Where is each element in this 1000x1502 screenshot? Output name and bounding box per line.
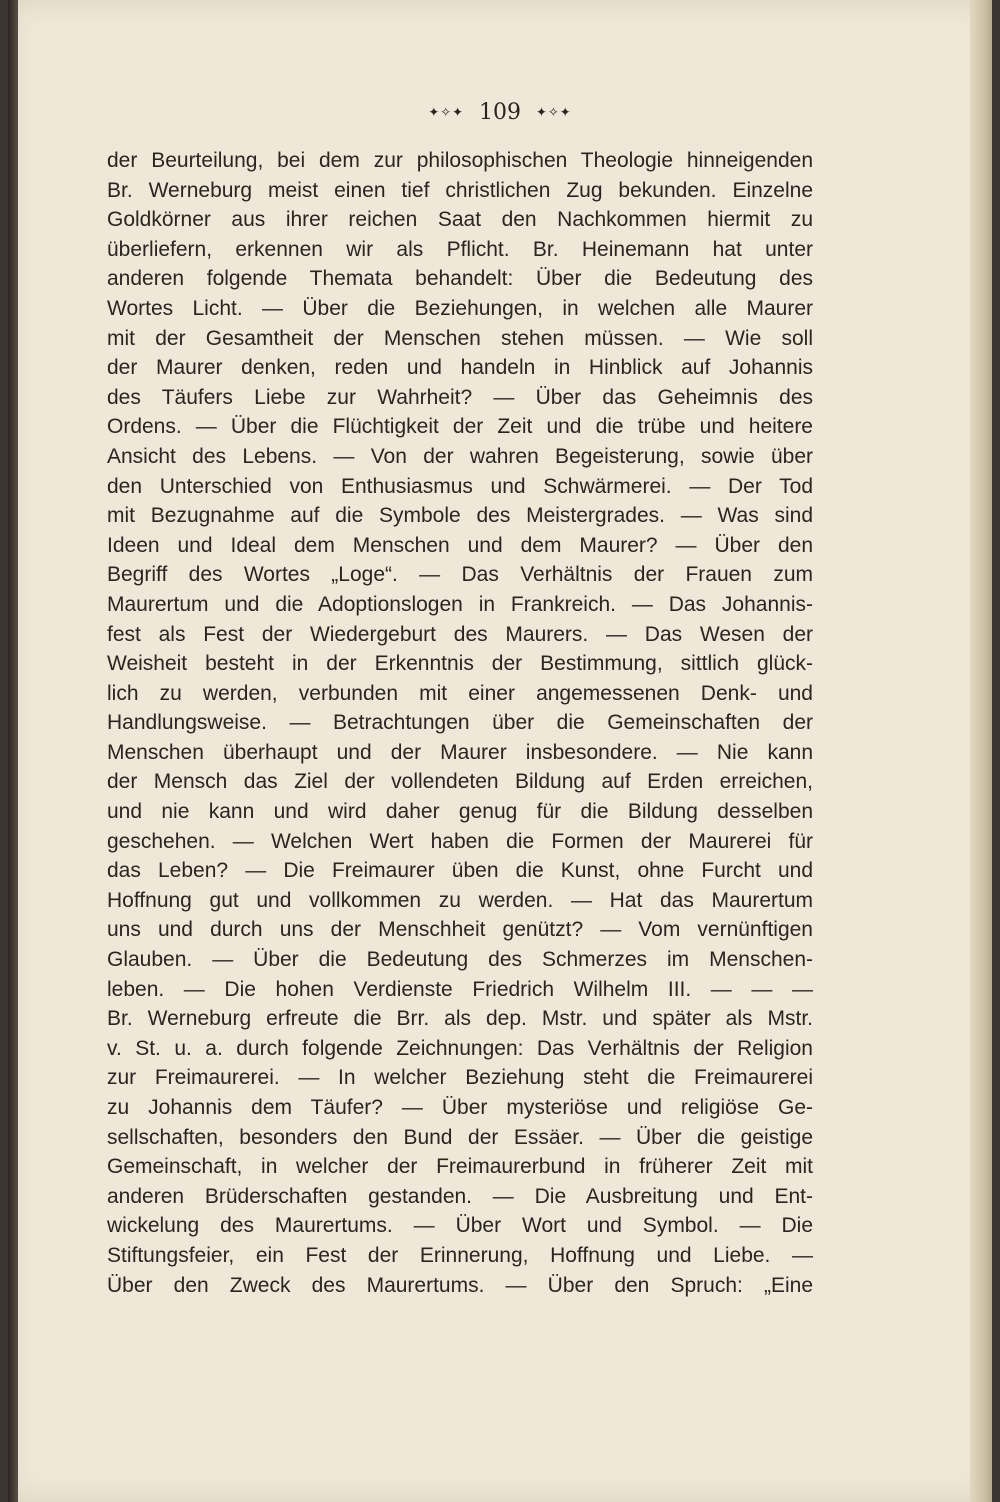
text-line: Br. Werneburg meist einen tief christlichen Zug bekunden. Einzelne [107,178,813,202]
text-line: überliefern, erkennen wir als Pflicht. Br. Heinemann hat unter [107,237,813,261]
text-line: sellschaften, besonders den Bund der Essäer. — Über die geistige [107,1125,813,1149]
text-line: wickelung des Maurertums. — Über Wort und Symbol. — Die [107,1214,813,1238]
text-line: Weisheit besteht in der Erkenntnis der Bestimmung, sittlich glück- [107,652,813,676]
text-line: geschehen. — Welchen Wert haben die Formen der Maurerei für [107,829,813,853]
text-line: des Täufers Liebe zur Wahrheit? — Über das Geheimnis des [107,385,813,409]
text-line: uns und durch uns der Menschheit genützt? — Vom vernünftigen [107,918,813,942]
header-ornament-right: ✦✧✦ [536,105,572,121]
text-line: Ordens. — Über die Flüchtigkeit der Zeit und die trübe und heitere [107,415,813,439]
text-line: Ideen und Ideal dem Menschen und dem Maurer? — Über den [107,533,813,557]
text-line: lich zu werden, verbunden mit einer angemessenen Denk- und [107,681,813,705]
text-line: Maurertum und die Adoptionslogen in Frankreich. — Das Johannis- [107,592,813,616]
text-line: zur Freimaurerei. — In welcher Beziehung steht die Freimaurerei [107,1066,813,1090]
text-line: mit der Gesamtheit der Menschen stehen müssen. — Wie soll [107,326,813,350]
text-line: mit Bezugnahme auf die Symbole des Meistergrades. — Was sind [107,504,813,528]
text-line: Wortes Licht. — Über die Beziehungen, in welchen alle Maurer [107,296,813,320]
text-line: der Beurteilung, bei dem zur philosophischen Theologie hinneigenden [107,149,813,172]
text-line: zu Johannis dem Täufer? — Über mysteriöse und religiöse Ge- [107,1096,813,1119]
body-text [107,146,813,1300]
text-line: den Unterschied von Enthusiasmus und Schwärmerei. — Der Tod [107,474,813,498]
text-line: Ansicht des Lebens. — Von der wahren Begeisterung, sowie über [107,444,813,468]
text-line: leben. — Die hohen Verdienste Friedrich Wilhelm III. — — — [107,977,813,1001]
text-line: anderen Brüderschaften gestanden. — Die Ausbreitung und Ent- [107,1184,813,1208]
text-line: Menschen überhaupt und der Maurer insbesondere. — Nie kann [107,740,813,764]
header-ornament-left: ✦✧✦ [428,105,464,121]
page-binding-edge [8,0,18,1502]
text-line: Handlungsweise. — Betrachtungen über die Gemeinschaften der [107,711,813,735]
text-line: v. St. u. a. durch folgende Zeichnungen: Das Verhältnis der Religion [107,1036,813,1060]
text-line: Br. Werneburg erfreute die Brr. als dep. Mstr. und später als Mstr. [107,1007,813,1031]
text-line: anderen folgende Themata behandelt: Über die Bedeutung des [107,267,813,291]
page-header [0,100,1000,125]
text-line: das Leben? — Die Freimaurer üben die Kunst, ohne Furcht und [107,859,813,883]
text-line: fest als Fest der Wiedergeburt des Maurers. — Das Wesen der [107,622,813,646]
text-line: der Mensch das Ziel der vollendeten Bildung auf Erden erreichen, [107,770,813,794]
text-line: Gemeinschaft, in welcher der Freimaurerbund in früherer Zeit mit [107,1155,813,1179]
text-line: Stiftungsfeier, ein Fest der Erinnerung, Hoffnung und Liebe. — [107,1243,813,1267]
text-line: und nie kann und wird daher genug für die Bildung desselben [107,800,813,824]
page-fore-edge [970,0,992,1502]
text-line: Glauben. — Über die Bedeutung des Schmerzes im Menschen- [107,948,813,972]
text-line: der Maurer denken, reden und handeln in Hinblick auf Johannis [107,356,813,380]
page-number: 109 [479,100,521,125]
text-line: Begriff des Wortes „Loge“. — Das Verhältnis der Frauen zum [107,563,813,587]
text-line: Goldkörner aus ihrer reichen Saat den Nachkommen hiermit zu [107,208,813,232]
text-line: Über den Zweck des Maurertums. — Über den Spruch: „Eine [107,1273,813,1297]
text-line: Hoffnung gut und vollkommen zu werden. — Hat das Maurertum [107,888,813,912]
